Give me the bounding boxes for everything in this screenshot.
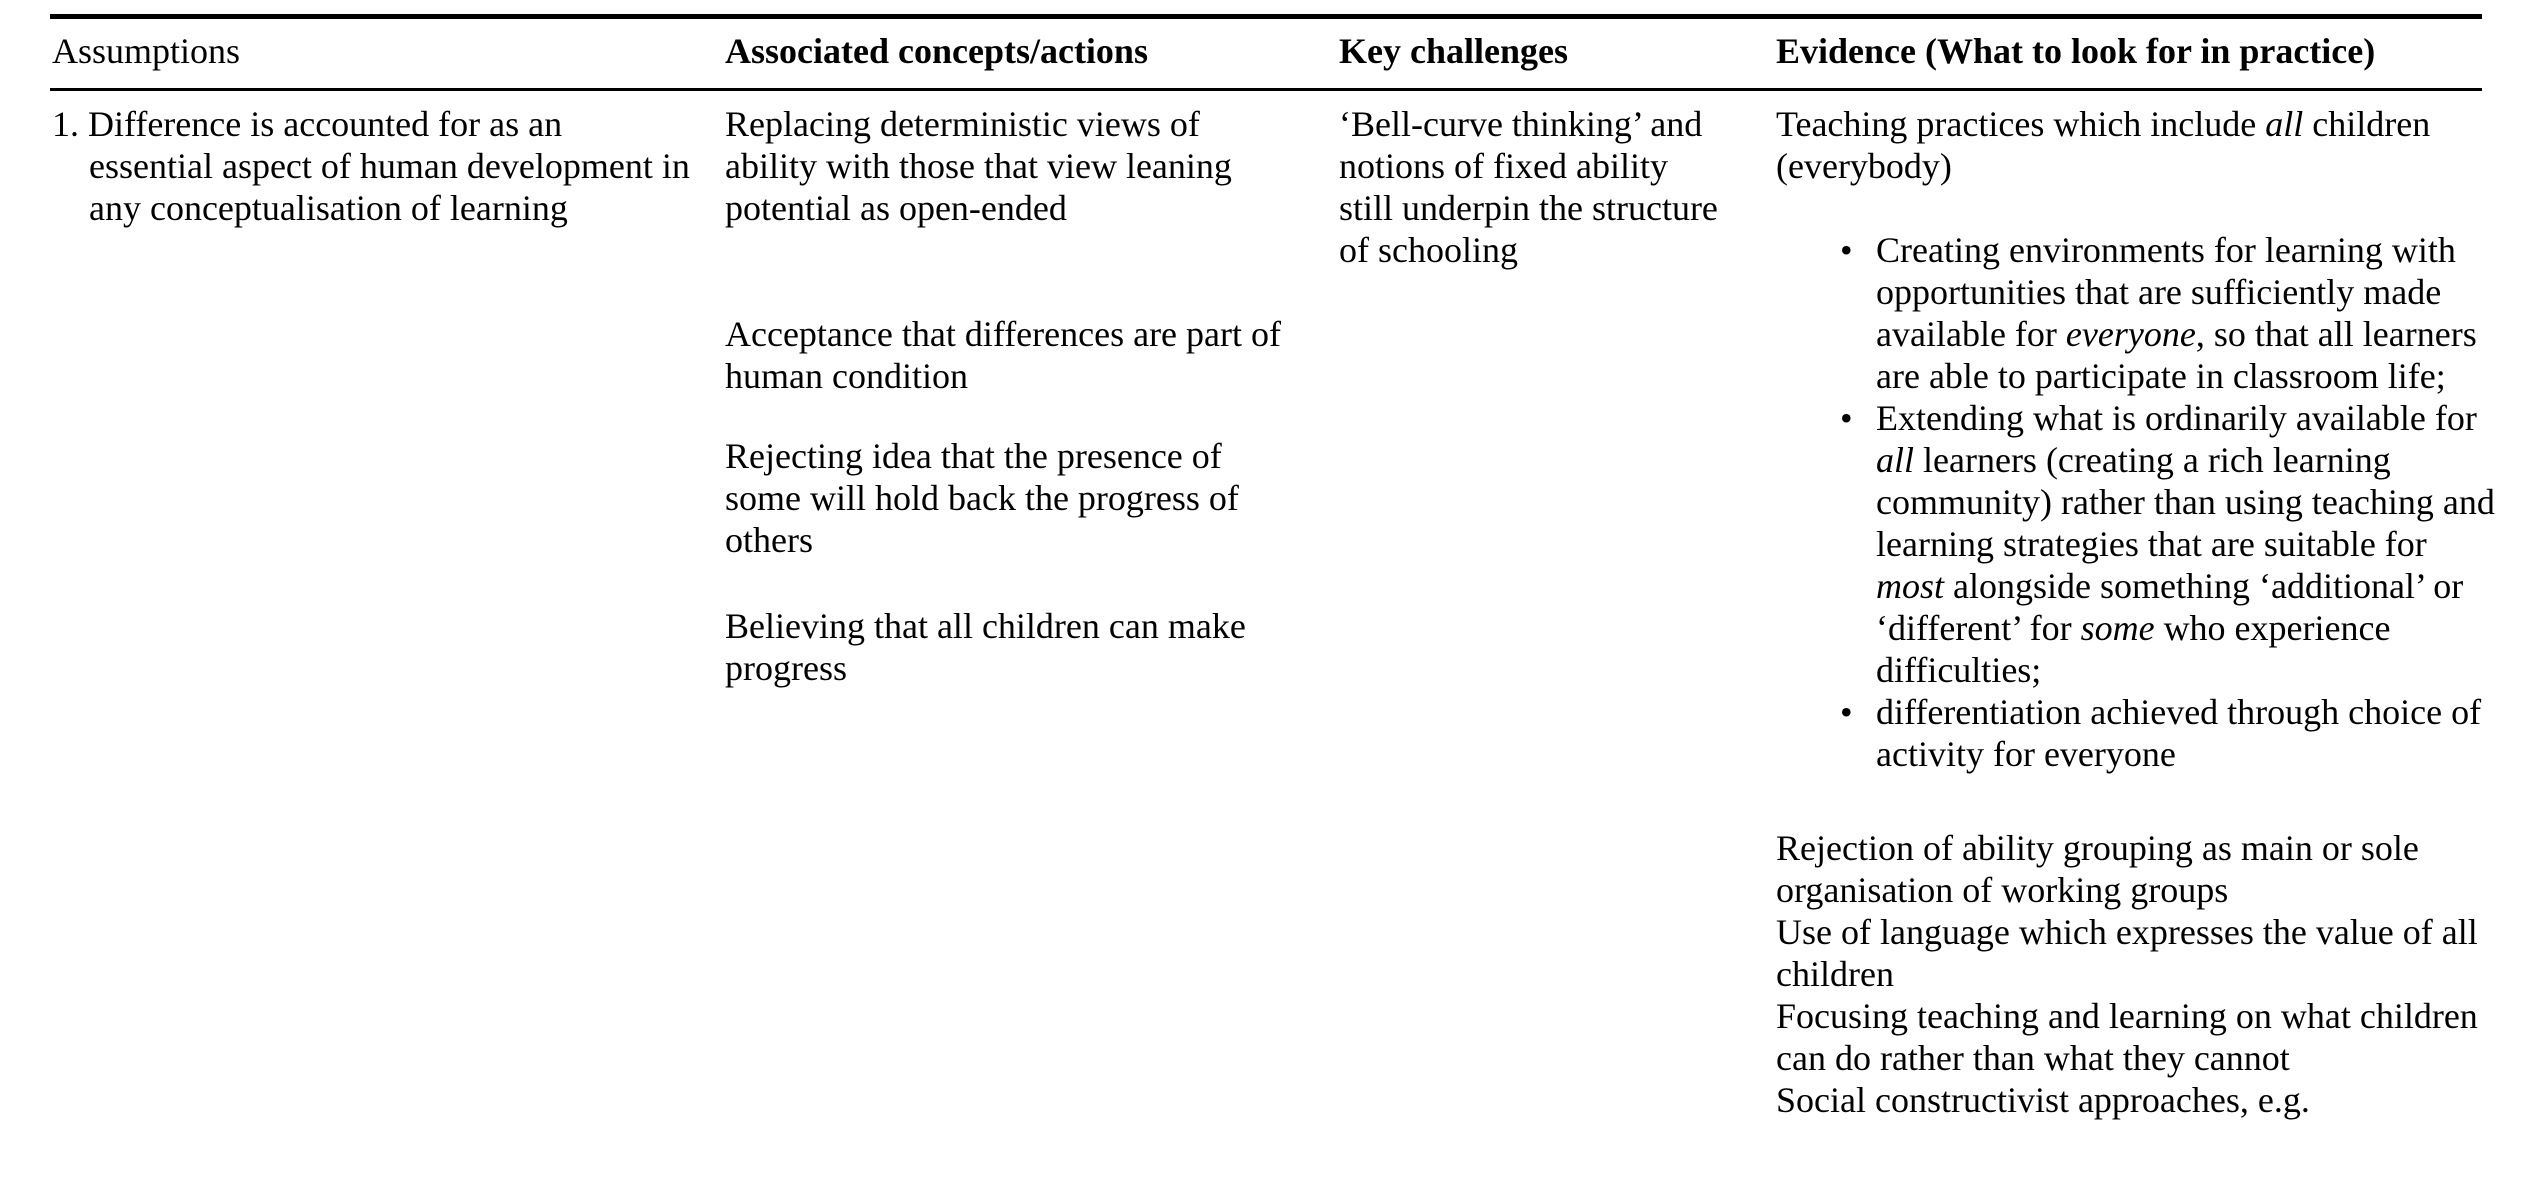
evidence-bullet-list bbox=[1776, 229, 2496, 775]
evidence-intro: Teaching practices which include all children (everybody) bbox=[1776, 104, 2431, 186]
challenge-text: ‘Bell-curve thinking’ and notions of fixed ability still underpin the structure of schooling bbox=[1339, 104, 1718, 270]
list-item: • differentiation achieved through choice of activity for everyone bbox=[1840, 692, 2482, 774]
evidence-paragraphs bbox=[1776, 827, 2496, 1121]
evidence-paragraph: Social constructivist approaches, e.g. bbox=[1776, 1080, 2310, 1120]
assumption-text: 1. Difference is accounted for as an essential aspect of human development in any conceptualisation of learning bbox=[52, 104, 690, 228]
table-header-rule bbox=[50, 88, 2482, 91]
header-associated-concepts: Associated concepts/actions bbox=[725, 31, 1148, 71]
evidence-paragraph: Use of language which expresses the value of all children bbox=[1776, 912, 2478, 994]
list-item: • Creating environments for learning with opportunities that are sufficiently made available for everyone, so that all learners are able to participate in classroom life; bbox=[1840, 230, 2477, 396]
evidence-cell bbox=[1776, 103, 2496, 1121]
header-evidence: Evidence (What to look for in practice) bbox=[1776, 31, 2376, 71]
evidence-paragraph: Focusing teaching and learning on what children can do rather than what they cannot bbox=[1776, 996, 2478, 1078]
bullet-icon: • bbox=[1840, 230, 1853, 270]
concept-item: Acceptance that differences are part of human condition bbox=[725, 314, 1281, 396]
concept-item: Rejecting idea that the presence of some will hold back the progress of others bbox=[725, 436, 1239, 560]
bullet-icon: • bbox=[1840, 398, 1853, 438]
table-top-rule bbox=[50, 14, 2482, 19]
concept-item: Believing that all children can make progress bbox=[725, 606, 1246, 688]
header-assumptions: Assumptions bbox=[52, 31, 241, 71]
list-item: • Extending what is ordinarily available for all learners (creating a rich learning community) rather than using teaching and learning strategies that are suitable for most alongside something ‘additional’ or ‘different’ for some who experience difficulties; bbox=[1840, 398, 2495, 690]
evidence-paragraph: Rejection of ability grouping as main or sole organisation of working groups bbox=[1776, 828, 2419, 910]
bullet-icon: • bbox=[1840, 692, 1853, 732]
header-key-challenges: Key challenges bbox=[1339, 31, 1568, 71]
concept-item: Replacing deterministic views of ability with those that view leaning potential as open-ended bbox=[725, 104, 1232, 228]
assumption-cell bbox=[52, 103, 692, 229]
